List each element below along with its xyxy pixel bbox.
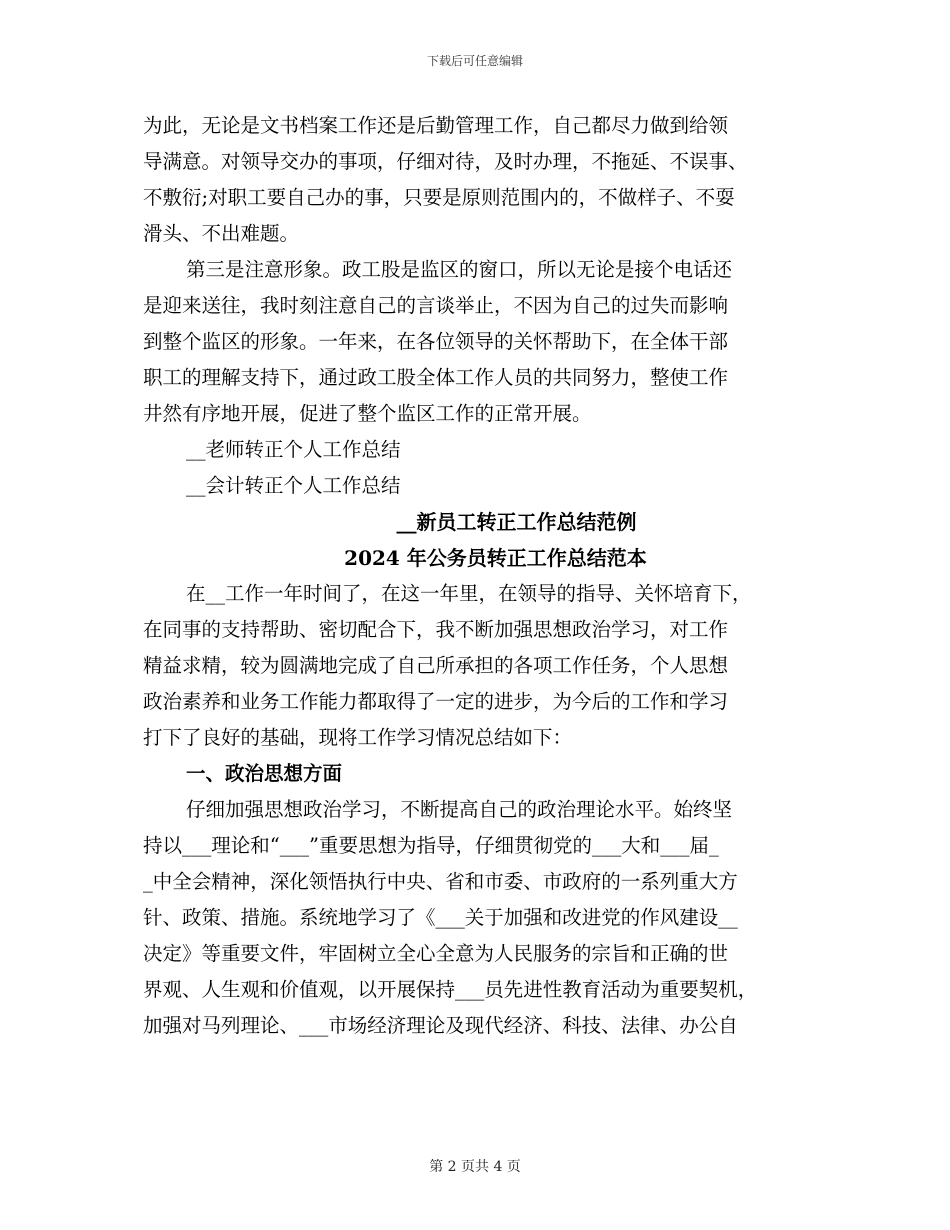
body-line: 政治素养和业务工作能力都取得了一定的进步，为今后的工作和学习 bbox=[143, 690, 729, 713]
body-line: 导满意。对领导交办的事项，仔细对待，及时办理，不拖延、不误事、 bbox=[143, 150, 748, 173]
body-line: 第三是注意形象。政工股是监区的窗口，所以无论是接个电话还 bbox=[186, 258, 733, 281]
body-line: 不敷衍;对职工要自己办的事，只要是原则范围内的，不做样子、不耍 bbox=[143, 186, 735, 209]
related-link-teacher: __老师转正个人工作总结 bbox=[186, 438, 401, 461]
page-footer: 第 2 页共 4 页 bbox=[429, 1159, 521, 1175]
body-line: 在__工作一年时间了，在这一年里，在领导的指导、关怀培育下， bbox=[186, 582, 752, 605]
document-title: 2024 年公务员转正工作总结范本 bbox=[344, 546, 647, 570]
body-line: 滑头、不出难题。 bbox=[143, 222, 300, 245]
section-heading: 一、政治思想方面 bbox=[186, 762, 343, 785]
body-line: 仔细加强思想政治学习，不断提高自己的政治理论水平。始终坚 bbox=[186, 798, 733, 821]
section-title: __新员工转正工作总结范例 bbox=[396, 510, 637, 534]
body-line: 决定》等重要文件，牢固树立全心全意为人民服务的宗旨和正确的世 bbox=[143, 942, 729, 965]
body-line: 为此，无论是文书档案工作还是后勤管理工作，自己都尽力做到给领 bbox=[143, 114, 729, 137]
body-line: 到整个监区的形象。一年来，在各位领导的关怀帮助下，在全体干部 bbox=[143, 330, 729, 353]
body-line: 精益求精，较为圆满地完成了自己所承担的各项工作任务，个人思想 bbox=[143, 654, 729, 677]
page-header: 下载后可任意编辑 bbox=[426, 54, 523, 68]
body-line: 界观、人生观和价值观，以开展保持___员先进性教育活动为重要契机， bbox=[143, 978, 758, 1001]
body-line: _中全会精神，深化领悟执行中央、省和市委、市政府的一系列重大方 bbox=[143, 870, 738, 893]
document-body bbox=[143, 108, 808, 1044]
body-line: 职工的理解支持下，通过政工股全体工作人员的共同努力，整使工作 bbox=[143, 366, 729, 389]
body-line: 加强对马列理论、___市场经济理论及现代经济、科技、法律、办公自 bbox=[143, 1014, 738, 1037]
body-line: 是迎来送往，我时刻注意自己的言谈举止，不因为自己的过失而影响 bbox=[143, 294, 729, 317]
body-line: 在同事的支持帮助、密切配合下，我不断加强思想政治学习，对工作 bbox=[143, 618, 729, 641]
related-link-accountant: __会计转正个人工作总结 bbox=[186, 474, 401, 497]
body-line: 针、政策、措施。系统地学习了《___关于加强和改进党的作风建设__ bbox=[143, 906, 738, 929]
body-line: 打下了良好的基础，现将工作学习情况总结如下： bbox=[143, 726, 573, 749]
body-line: 持以___理论和“___”重要思想为指导，仔细贯彻党的___大和___届_ bbox=[143, 834, 719, 857]
body-line: 井然有序地开展，促进了整个监区工作的正常开展。 bbox=[143, 402, 592, 425]
